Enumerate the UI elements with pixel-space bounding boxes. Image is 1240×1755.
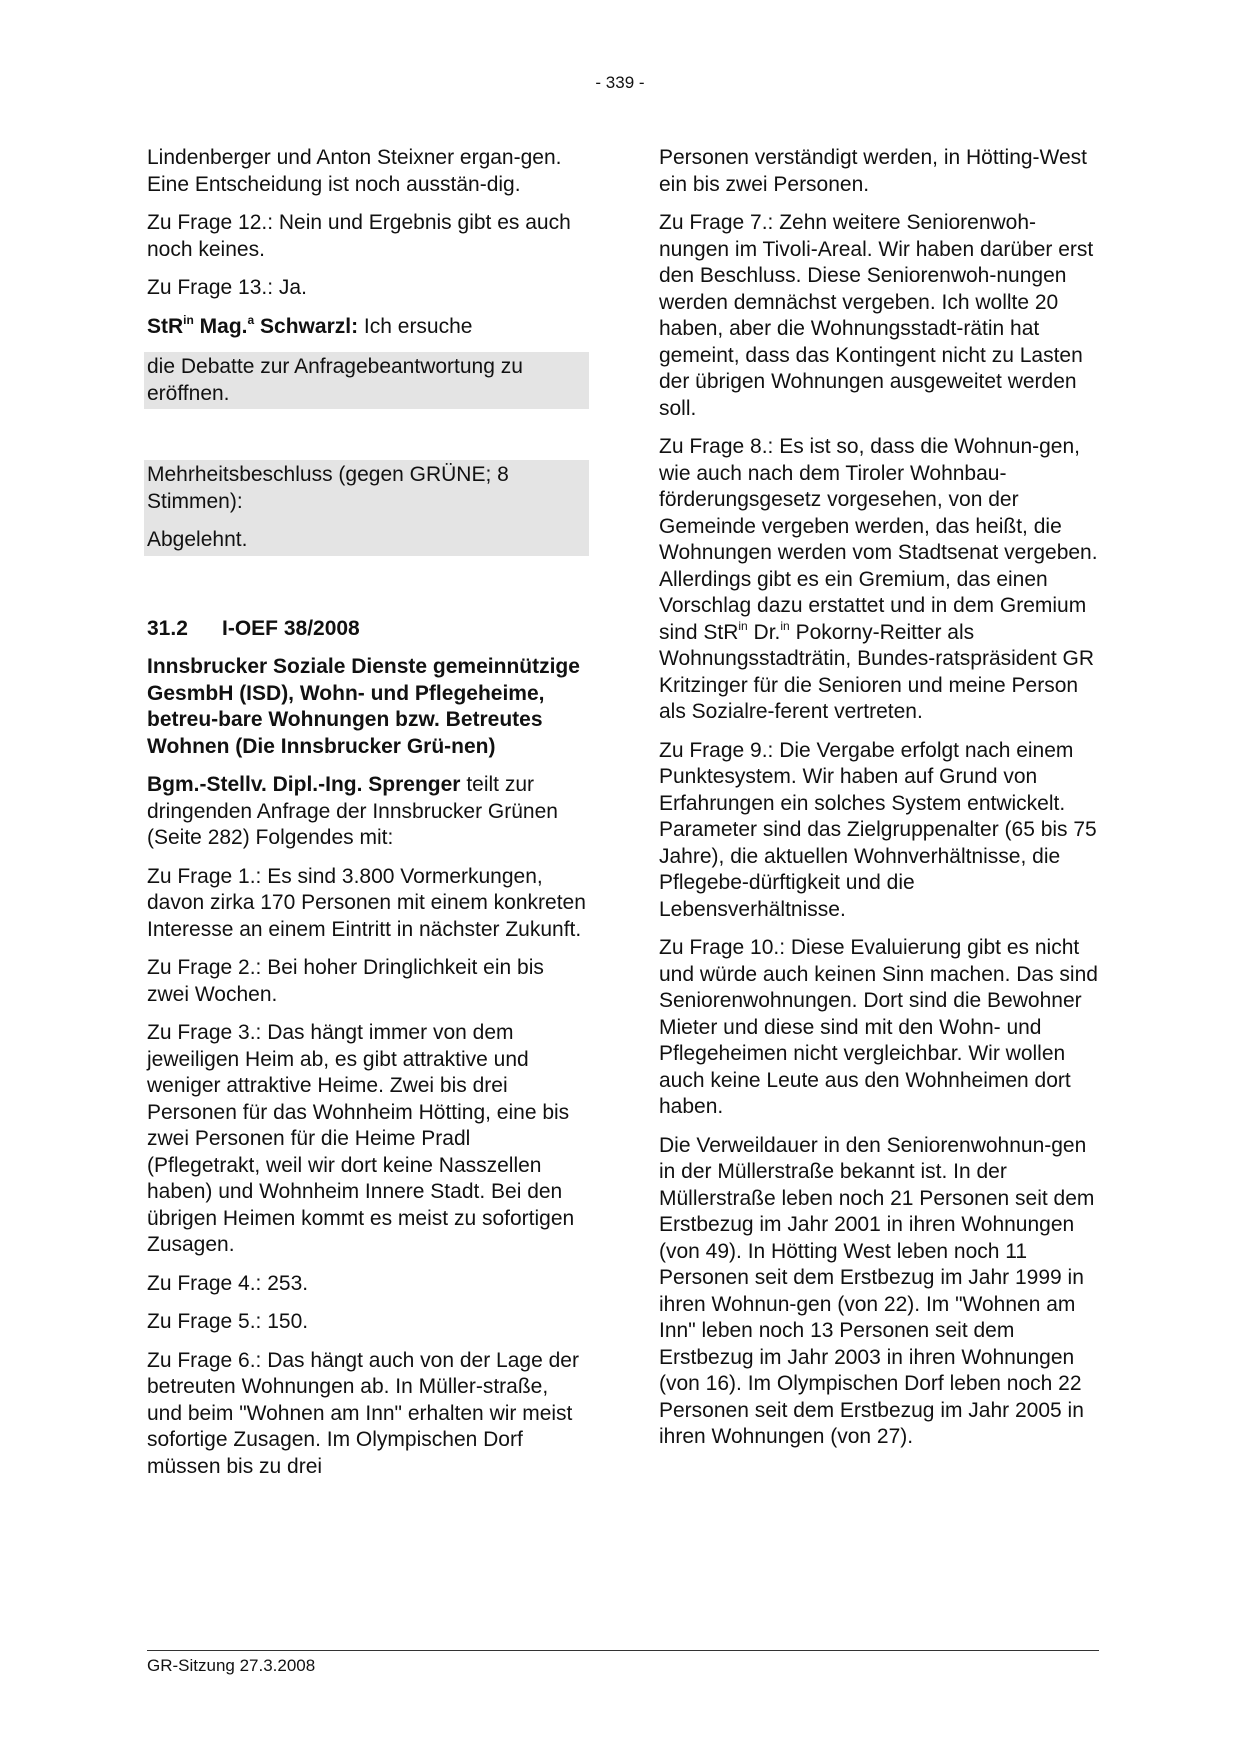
page-number: - 339 -: [595, 73, 645, 92]
answer-q3: Zu Frage 3.: Das hängt immer von dem jeweiligen Heim ab, es gibt attraktive und weniger attraktive Heime. Zwei bis drei Personen für das Wohnheim Hötting, eine bis zwei Personen für die Heime Pradl (Pflegetrakt, weil wir dort keine Nasszellen haben) und Wohnheim Innere Stadt. Bei den übrigen Heimen kommt es meist zu sofortigen Zusagen.: [147, 1021, 575, 1256]
left-column: [147, 145, 589, 1492]
agenda-item-title: Innsbrucker Soziale Dienste gemeinnützige GesmbH (ISD), Wohn- und Pflegeheime, betreu-bare Wohnungen bzw. Betreutes Wohnen (Die Innsbrucker Grü-nen): [147, 655, 580, 758]
speaker-text: Ich ersuche: [358, 314, 473, 338]
answer-speaker: Bgm.-Stellv. Dipl.-Ing. Sprenger: [147, 773, 461, 796]
right-column: [659, 145, 1099, 1463]
motion-box: [144, 352, 589, 409]
paragraph: Die Verweildauer in den Seniorenwohnun-gen in der Müllerstraße bekannt ist. In der Müllerstraße leben noch 21 Personen seit dem Erstbezug im Jahr 2001 in ihren Wohnungen (von 49). In Hötting West leben noch 11 Personen seit dem Erstbezug im Jahr 1999 in ihren Wohnun-gen (von 22). Im "Wohnen am Inn" leben noch 13 Personen seit dem Erstbezug im Jahr 2003 in ihren Wohnungen (von 16). Im Olympischen Dorf leben noch 22 Personen seit dem Erstbezug im Jahr 2005 in ihren Wohnungen (von 27).: [659, 1133, 1095, 1448]
answer-q1: Zu Frage 1.: Es sind 3.800 Vormerkungen, davon zirka 170 Personen mit einem konkreten Interesse an einem Eintritt in nächster Zukunft.: [147, 864, 586, 941]
footer-divider: [147, 1650, 1099, 1651]
answer-q12: Zu Frage 12.: Nein und Ergebnis gibt es auch noch keines.: [147, 211, 571, 261]
answer-intro: Bgm.-Stellv. Dipl.-Ing. Sprenger teilt zur dringenden Anfrage der Innsbrucker Grünen (Seite 282) Folgendes mit:: [147, 773, 558, 849]
answer-q4: Zu Frage 4.: 253.: [147, 1271, 309, 1295]
agenda-item-code: I-OEF 38/2008: [222, 616, 360, 640]
resolution-box: [144, 460, 589, 556]
speaker-statement: [147, 314, 589, 341]
resolution-result: Abgelehnt.: [147, 528, 248, 551]
answer-q2: Zu Frage 2.: Bei hoher Dringlichkeit ein bis zwei Wochen.: [147, 956, 544, 1006]
answer-q9: Zu Frage 9.: Die Vergabe erfolgt nach einem Punktesystem. Wir haben auf Grund von Erfahrungen ein solches System entwickelt. Parameter sind das Zielgruppenalter (65 bis 75 Jahre), die aktuellen Wohnverhältnisse, die Pflegebe-dürftigkeit und die Lebensverhältnisse.: [659, 738, 1097, 921]
answer-q7: Zu Frage 7.: Zehn weitere Seniorenwoh-nungen im Tivoli-Areal. Wir haben darüber erst den Beschluss. Diese Seniorenwoh-nungen werden demnächst vergeben. Ich wollte 20 haben, aber die Wohnungsstadt-rätin hat gemeint, dass das Kontingent nicht zu Lasten der übrigen Wohnungen ausgeweitet werden soll.: [659, 211, 1094, 420]
answer-q8: Zu Frage 8.: Es ist so, dass die Wohnun-gen, wie auch nach dem Tiroler Wohnbau-förderungsgesetz vorgesehen, von der Gemeinde vergeben werden, das heißt, die Wohnungen werden vom Stadtsenat vergeben. Allerdings gibt es ein Gremium, das einen Vorschlag dazu erstattet und in dem Gremium sind StR$^{in}$ Dr.$^{in}$ Pokorny-Reitter als Wohnungsstadträtin, Bundes-ratspräsident GR Kritzinger für die Senioren und meine Person als Sozialre-ferent vertreten.: [659, 435, 1098, 723]
paragraph: Lindenberger und Anton Steixner ergan-gen. Eine Entscheidung ist noch ausstän-dig.: [147, 146, 562, 196]
answer-q10: Zu Frage 10.: Diese Evaluierung gibt es nicht und würde auch keinen Sinn machen. Das sind Seniorenwohnungen. Dort sind die Bewohner Mieter und diese sind mit den Wohn- und Pflegeheimen nicht vergleichbar. Wir wollen auch keine Leute aus den Wohnheimen dort haben.: [659, 936, 1098, 1118]
answer-q13: Zu Frage 13.: Ja.: [147, 276, 307, 299]
footer: GR-Sitzung 27.3.2008: [147, 1656, 316, 1675]
paragraph: Personen verständigt werden, in Hötting-West ein bis zwei Personen.: [659, 146, 1087, 196]
agenda-item-number: 31.2: [147, 616, 188, 640]
agenda-item-heading: [147, 616, 589, 643]
speaker-name: StR$^{in}$ Mag.$^a$ Schwarzl:: [147, 312, 359, 338]
answer-q6: Zu Frage 6.: Das hängt auch von der Lage der betreuten Wohnungen ab. In Müller-straße, und beim "Wohnen am Inn" erhalten wir meist sofortige Zusagen. Im Olympischen Dorf müssen bis zu drei: [147, 1348, 579, 1478]
resolution-text: Mehrheitsbeschluss (gegen GRÜNE; 8 Stimmen):: [147, 463, 509, 513]
answer-q5: Zu Frage 5.: 150.: [147, 1310, 309, 1333]
motion-text: die Debatte zur Anfragebeantwortung zu eröffnen.: [147, 355, 523, 405]
